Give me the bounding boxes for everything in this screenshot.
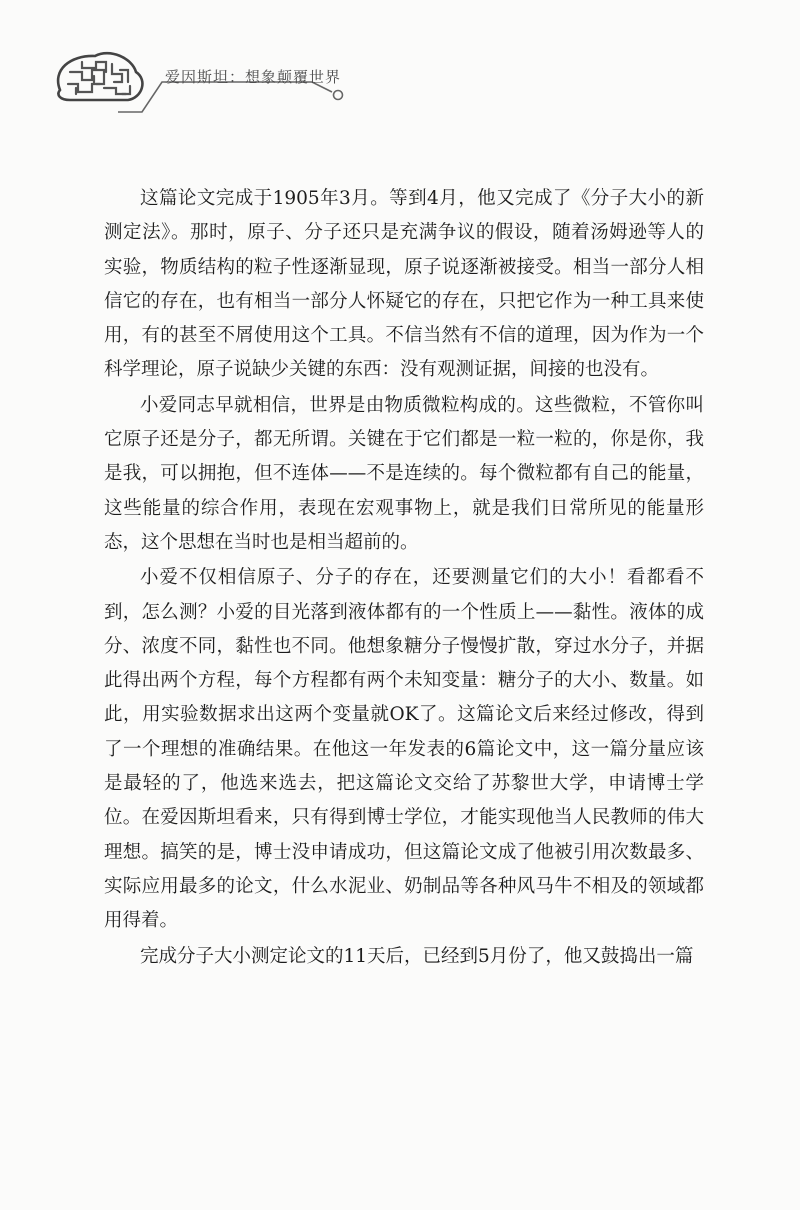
brain-maze-icon [58, 53, 142, 100]
paragraph-1: 这篇论文完成于1905年3月。等到4月，他又完成了《分子大小的新测定法》。那时，原子、分子还只是充满争议的假设，随着汤姆逊等人的实验，物质结构的粒子性逐渐显现，原子说逐渐被接受。相当一部分人相信它的存在，也有相当一部分人怀疑它的存在，只把它作为一种工具来使用，有的甚至不屑使用这个工具。不信当然有不信的道理，因为作为一个科学理论，原子说缺少关键的东西：没有观测证据，间接的也没有。 [104, 188, 704, 381]
paragraph-2: 小爱同志早就相信，世界是由物质微粒构成的。这些微粒，不管你叫它原子还是分子，都无所谓。关键在于它们都是一粒一粒的，你是你，我是我，可以拥抱，但不连体——不是连续的。每个微粒都有自己的能量，这些能量的综合作用，表现在宏观事物上，就是我们日常所见的能量形态，这个思想在当时也是相当超前的。 [104, 394, 704, 553]
body-text [104, 182, 704, 974]
paragraph-4: 完成分子大小测定论文的11天后，已经到5月份了，他又鼓捣出一篇 [140, 945, 694, 967]
running-title: 爱因斯坦：想象颠覆世界 [165, 68, 342, 86]
header-decoration [0, 0, 800, 140]
paragraph-3: 小爱不仅相信原子、分子的存在，还要测量它们的大小！看都看不到，怎么测？小爱的目光落到液体都有的一个性质上——黏性。液体的成分、浓度不同，黏性也不同。他想象糖分子慢慢扩散，穿过水分子，并据此得出两个方程，每个方程都有两个未知变量：糖分子的大小、数量。如此，用实验数据求出这两个变量就OK了。这篇论文后来经过修改，得到了一个理想的准确结果。在他这一年发表的6篇论文中，这一篇分量应该是最轻的了，他选来选去，把这篇论文交给了苏黎世大学，申请博士学位。在爱因斯坦看来，只有得到博士学位，才能实现他当人民教师的伟大理想。搞笑的是，博士没申请成功，但这篇论文成了他被引用次数最多、实际应用最多的论文，什么水泥业、奶制品等各种风马牛不相及的领域都用得着。 [104, 567, 704, 932]
header-rule-dot [334, 91, 343, 100]
page-header [0, 0, 800, 140]
